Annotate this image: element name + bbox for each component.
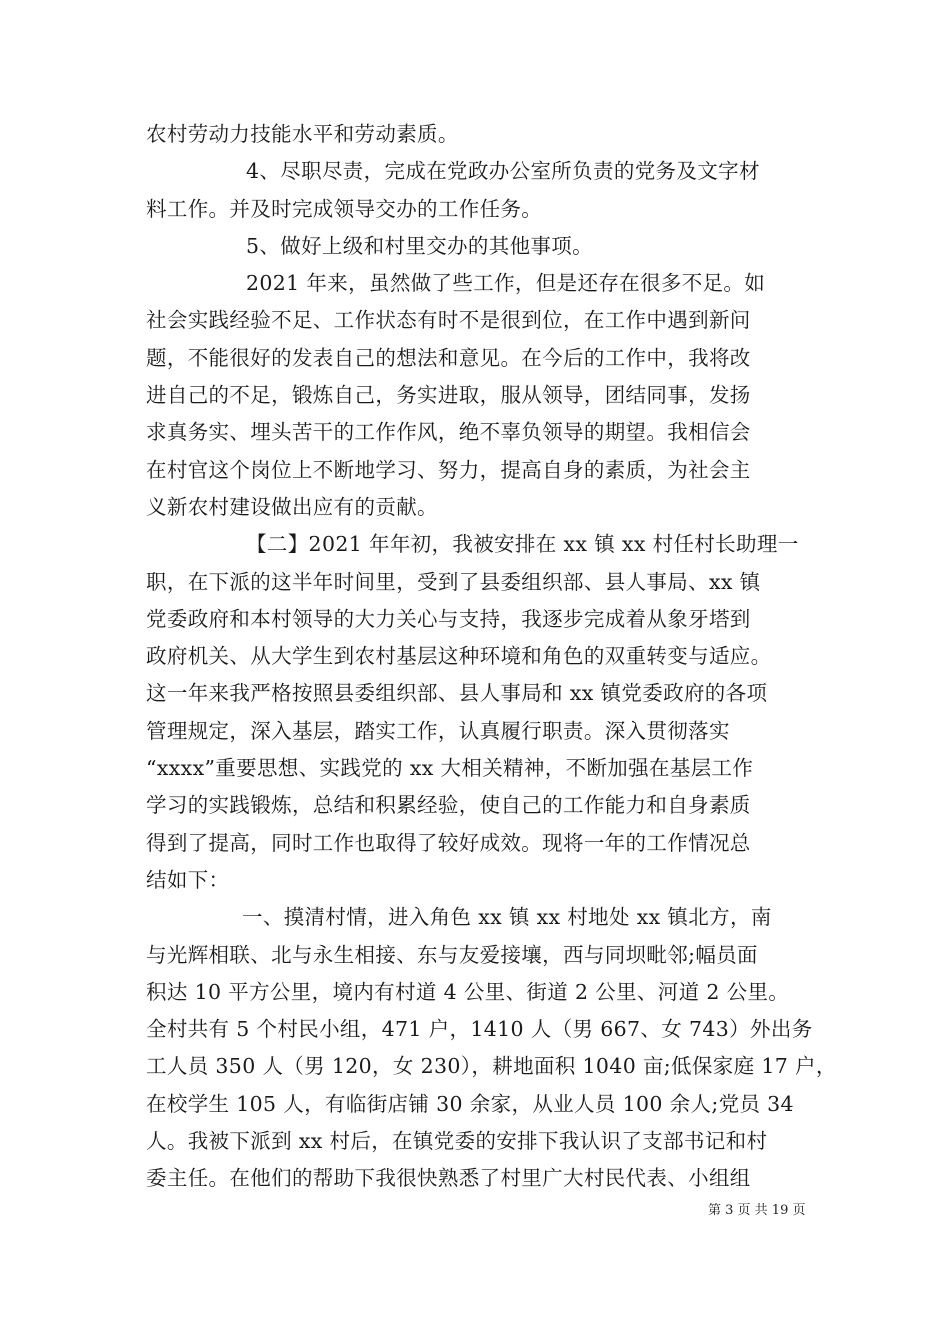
text-line: 学习的实践锻炼，总结和积累经验，使自己的工作能力和自身素质 (146, 793, 751, 818)
text-line: 一、摸清村情，进入角色 xx 镇 xx 村地处 xx 镇北方，南 (242, 905, 772, 930)
text-line: “xxxx”重要思想、实践党的 xx 大相关精神，不断加强在基层工作 (146, 756, 754, 781)
document-body (146, 116, 837, 1198)
text-line: 全村共有 5 个村民小组，471 户，1410 人（男 667、女 743）外出务 (146, 1017, 813, 1042)
text-line: 人。我被下派到 xx 村后，在镇党委的安排下我认识了支部书记和村 (146, 1129, 768, 1154)
text-line: 委主任。在他们的帮助下我很快熟悉了村里广大村民代表、小组组 (146, 1166, 751, 1191)
text-line: 【二】2021 年年初，我被安排在 xx 镇 xx 村任村长助理一 (246, 532, 799, 557)
text-line: 进自己的不足，锻炼自己，务实进取，服从领导，团结同事，发扬 (146, 383, 751, 408)
text-line: 在校学生 105 人，有临街店铺 30 余家，从业人员 100 余人;党员 34 (146, 1091, 794, 1116)
text-line: 社会实践经验不足、工作状态有时不是很到位，在工作中遇到新问 (146, 308, 751, 333)
text-line: 料工作。并及时完成领导交办的工作任务。 (146, 196, 543, 221)
text-line: 4、尽职尽责，完成在党政办公室所负责的党务及文字材 (246, 159, 760, 184)
text-line: 与光辉相联、北与永生相接、东与友爱接壤，西与同坝毗邻;幅员面 (146, 942, 758, 967)
text-line: 得到了提高，同时工作也取得了较好成效。现将一年的工作情况总 (146, 830, 751, 855)
text-line: 党委政府和本村领导的大力关心与支持，我逐步完成着从象牙塔到 (146, 606, 751, 631)
text-line: 管理规定，深入基层，踏实工作，认真履行职责。深入贯彻落实 (146, 718, 730, 743)
text-line: 这一年来我严格按照县委组织部、县人事局和 xx 镇党委政府的各项 (146, 681, 768, 706)
text-line: 义新农村建设做出应有的贡献。 (146, 494, 438, 519)
text-line: 积达 10 平方公里，境内有村道 4 公里、街道 2 公里、河道 2 公里。 (146, 979, 790, 1004)
text-line: 结如下： (146, 867, 230, 892)
text-line: 农村劳动力技能水平和劳动素质。 (146, 122, 459, 146)
page-number-footer: 第 3 页 共 19 页 (708, 1203, 806, 1218)
text-line: 工人员 350 人（男 120，女 230），耕地面积 1040 亩;低保家庭 17 户， (146, 1054, 837, 1079)
text-line: 求真务实、埋头苦干的工作作风，绝不辜负领导的期望。我相信会 (146, 420, 751, 445)
text-line: 职，在下派的这半年时间里，受到了县委组织部、县人事局、xx 镇 (146, 569, 761, 594)
text-line: 政府机关、从大学生到农村基层这种环境和角色的双重转变与适应。 (146, 644, 772, 669)
text-line: 5、做好上级和村里交办的其他事项。 (246, 233, 593, 258)
text-line: 2021 年来，虽然做了些工作，但是还存在很多不足。如 (246, 271, 766, 296)
text-line: 在村官这个岗位上不断地学习、努力，提高自身的素质，为社会主 (146, 457, 751, 482)
text-line: 题，不能很好的发表自己的想法和意见。在今后的工作中，我将改 (146, 345, 751, 370)
